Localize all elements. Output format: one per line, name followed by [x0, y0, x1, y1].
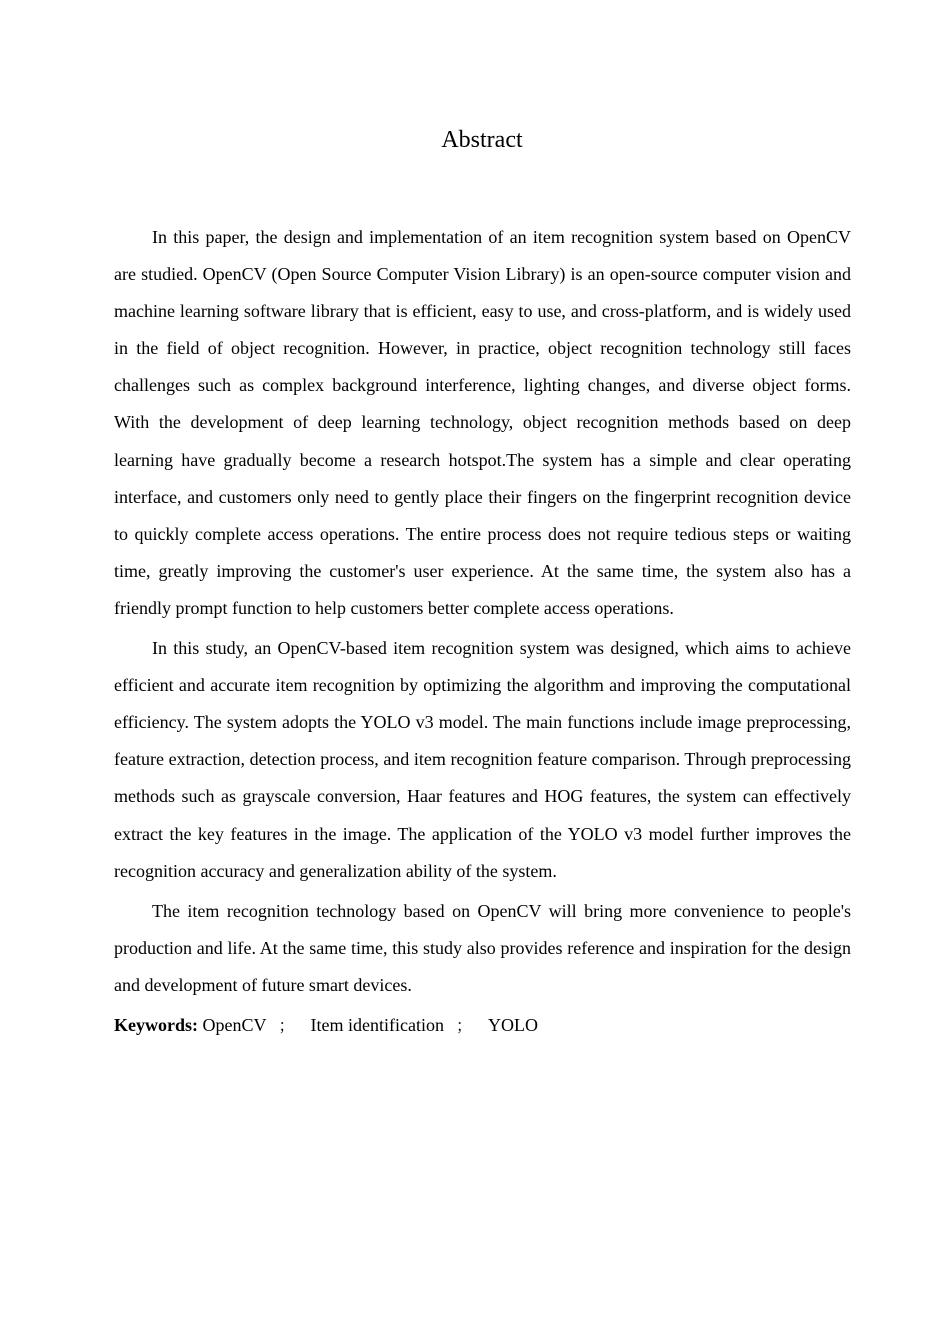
abstract-title: Abstract [441, 127, 523, 153]
keyword-item: OpenCV [202, 1014, 267, 1035]
keyword-item: Item identification [310, 1014, 444, 1035]
keyword-separator: ； [455, 1017, 472, 1035]
keywords-label: Keywords: [114, 1014, 198, 1035]
abstract-paragraph-3: The item recognition technology based on OpenCV will bring more convenience to people's production and life. At the same time, this study also provides reference and inspiration for the design and development of future smart devices. [114, 900, 851, 995]
keywords-line [114, 1007, 851, 1045]
abstract-body [114, 219, 851, 1045]
keyword-separator: ； [278, 1017, 295, 1035]
keyword-item: YOLO [487, 1014, 538, 1035]
abstract-paragraph-1: In this paper, the design and implementation of an item recognition system based on OpenCV are studied. OpenCV (Open Source Computer Vision Library) is an open-source computer vision and machine learning software library that is efficient, easy to use, and cross-platform, and is widely used in the field of object recognition. However, in practice, object recognition technology still faces challenges such as complex background interference, lighting changes, and diverse object forms. With the development of deep learning technology, object recognition methods based on deep learning have gradually become a research hotspot.The system has a simple and clear operating interface, and customers only need to gently place their fingers on the fingerprint recognition device to quickly complete access operations. The entire process does not require tedious steps or waiting time, greatly improving the customer's user experience. At the same time, the system also has a friendly prompt function to help customers better complete access operations. [114, 227, 851, 618]
abstract-paragraph-2: In this study, an OpenCV-based item recognition system was designed, which aims to achieve efficient and accurate item recognition by optimizing the algorithm and improving the computational efficiency. The system adopts the YOLO v3 model. The main functions include image preprocessing, feature extraction, detection process, and item recognition feature comparison. Through preprocessing methods such as grayscale conversion, Haar features and HOG features, the system can effectively extract the key features in the image. The application of the YOLO v3 model further improves the recognition accuracy and generalization ability of the system. [114, 638, 851, 881]
